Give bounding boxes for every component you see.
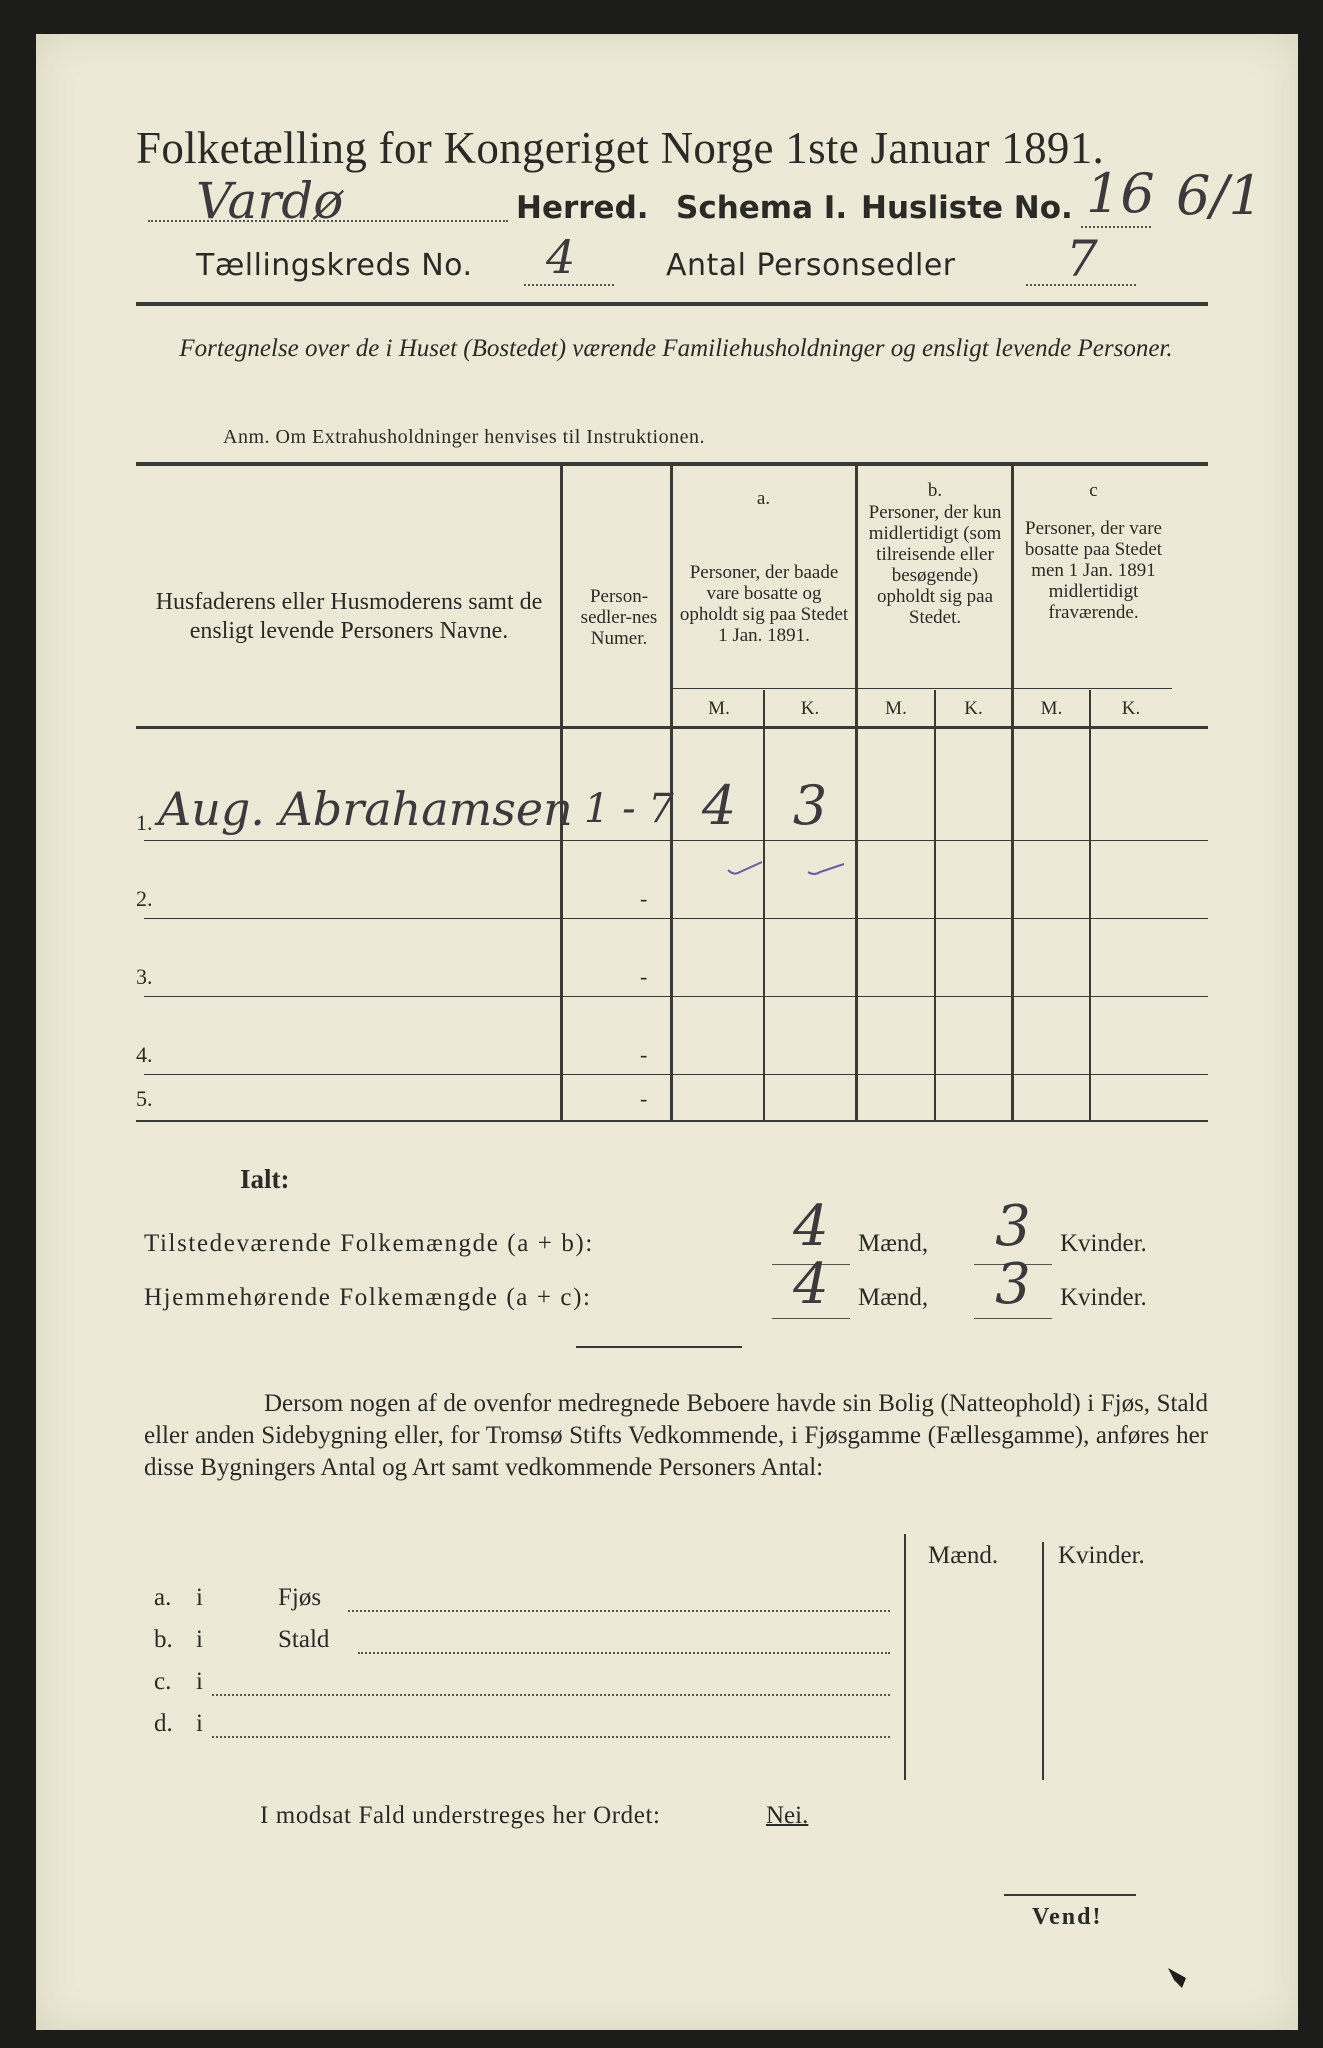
- outbuildings-divider-2: [1042, 1542, 1044, 1780]
- herred-handwritten: Vardø: [196, 172, 344, 230]
- check-mark-a-m: [726, 858, 766, 878]
- form-title: Folketælling for Kongeriget Norge 1ste Januar 1891.: [136, 123, 1105, 173]
- outbuilding-i: i: [196, 1710, 203, 1737]
- outbuilding-letter: c.: [154, 1668, 172, 1695]
- census-form-page: [36, 34, 1298, 2030]
- hjemme-kvinder-label: Kvinder.: [1060, 1284, 1147, 1311]
- row-a-k: 3: [792, 774, 828, 837]
- hjemme-label: Hjemmehørende Folkemængde (a + c):: [144, 1284, 592, 1311]
- hjemme-maend-line: [772, 1318, 850, 1319]
- hjemme-kvinder-line: [974, 1318, 1052, 1319]
- kreds-no-handwritten: 4: [546, 230, 576, 284]
- row-1-rule: [144, 840, 1208, 841]
- row-number: 4.: [136, 1042, 153, 1067]
- herred-label: Herred.: [516, 190, 649, 226]
- row-numer: -: [640, 886, 648, 911]
- row-a-m: 4: [701, 774, 737, 837]
- outbuilding-letter: b.: [154, 1626, 173, 1653]
- tilstede-maend-label: Mænd,: [858, 1230, 929, 1257]
- row-number: 3.: [136, 964, 153, 989]
- row-numer: 1 - 7: [584, 786, 674, 832]
- husliste-dotted-line: [1081, 226, 1151, 228]
- col-divider-a-b: [855, 466, 858, 1121]
- outbuilding-dotted-line: [358, 1652, 890, 1654]
- hjemme-maend-label: Mænd,: [858, 1284, 929, 1311]
- row-numer: -: [640, 1086, 648, 1111]
- row-number: 5.: [136, 1086, 153, 1111]
- outbuilding-label: Fjøs: [278, 1584, 322, 1611]
- col-b-letter: b.: [927, 480, 943, 501]
- hjemme-kvinder-value: 3: [995, 1252, 1031, 1317]
- tilstede-kvinder-value: 3: [995, 1194, 1031, 1259]
- outbuilding-label: Stald: [278, 1626, 330, 1653]
- row-numer: -: [640, 964, 648, 989]
- outbuildings-paragraph: Dersom nogen af de ovenfor medregnede Beboere havde sin Bolig (Natteophold) i Fjøs, Stald eller anden Sidebygning eller, for Tromsø Stifts Vedkommende, i Fjøsgamme (Fællesgamme), anføres her disse Bygningers Antal og Art samt vedkommende Personers Antal:: [144, 1390, 1208, 1481]
- c-k-label: K.: [1121, 698, 1141, 719]
- husliste-no-handwritten: 16: [1086, 162, 1155, 225]
- husliste-extra-handwritten: 6/1: [1176, 164, 1263, 227]
- tilstede-maend-value: 4: [793, 1194, 829, 1259]
- a-k-label: K.: [800, 698, 820, 719]
- col-c-header: Personer, der vare bosatte paa Stedet men 1 Jan. 1891 midlertidigt fraværende.: [1024, 518, 1163, 623]
- row-4-rule: [144, 1074, 1208, 1075]
- ink-spot: [1164, 1964, 1194, 1992]
- col-divider-a-mk: [763, 690, 765, 1121]
- footer-prefix: I modsat Fald understreges her Ordet:: [260, 1802, 661, 1829]
- a-m-label: M.: [708, 698, 730, 719]
- hjemme-maend-value: 4: [793, 1252, 829, 1317]
- outbuilding-dotted-line: [212, 1736, 890, 1738]
- row-2-rule: [144, 918, 1208, 919]
- check-mark-a-k: [806, 858, 846, 878]
- outbuildings-divider-1: [904, 1534, 906, 1780]
- form-subtitle: Fortegnelse over de i Huset (Bostedet) værende Familiehusholdninger og ensligt levende Personer.: [179, 335, 1173, 362]
- vend-label: Vend!: [1032, 1904, 1103, 1930]
- outbuildings-col-maend: Mænd.: [928, 1542, 999, 1569]
- outbuilding-i: i: [196, 1626, 203, 1653]
- antal-label: Antal Personsedler: [666, 248, 956, 283]
- mk-header-rule: [672, 688, 1172, 689]
- outbuilding-i: i: [196, 1584, 203, 1611]
- row-name: Aug. Abrahamsen: [158, 782, 573, 836]
- c-m-label: M.: [1040, 698, 1063, 719]
- antal-handwritten: 7: [1066, 230, 1098, 288]
- husliste-label: Husliste No.: [861, 190, 1073, 226]
- tilstede-kvinder-label: Kvinder.: [1060, 1230, 1147, 1257]
- schema-label: Schema I.: [676, 190, 848, 226]
- col-c-letter: c: [1089, 480, 1098, 501]
- vend-rule: [1004, 1894, 1136, 1896]
- col-a-header: Personer, der baade vare bosatte og opholdt sig paa Stedet 1 Jan. 1891.: [679, 562, 849, 646]
- col-divider-b-c: [1011, 466, 1014, 1121]
- outbuilding-dotted-line: [348, 1610, 890, 1612]
- kreds-dotted-line: [524, 284, 614, 286]
- outbuilding-letter: a.: [154, 1584, 172, 1611]
- tilstede-label: Tilstedeværende Folkemængde (a + b):: [144, 1230, 594, 1257]
- col-divider-b-mk: [934, 690, 936, 1121]
- b-k-label: K.: [964, 698, 983, 719]
- col-b-header: Personer, der kun midlertidigt (som tilreisende eller besøgende) opholdt sig paa Stedet.: [868, 502, 1002, 628]
- col-numer-header: Person-sedler-nes Numer.: [580, 586, 658, 649]
- footer-word-nei: Nei.: [766, 1802, 809, 1829]
- col-divider-c-mk: [1089, 690, 1091, 1121]
- form-note: Anm. Om Extrahusholdninger henvises til Instruktionen.: [223, 426, 705, 448]
- row-number: 2.: [136, 886, 153, 911]
- outbuilding-dotted-line: [212, 1694, 890, 1696]
- outbuilding-letter: d.: [154, 1710, 173, 1737]
- row-3-rule: [144, 996, 1208, 997]
- row-numer: -: [640, 1042, 648, 1067]
- section-divider: [576, 1346, 742, 1348]
- outbuilding-i: i: [196, 1668, 203, 1695]
- row-number: 1.: [136, 810, 153, 835]
- b-m-label: M.: [885, 698, 907, 719]
- col-name-header: Husfaderens eller Husmoderens samt de ensligt levende Personers Navne.: [155, 589, 543, 644]
- outbuildings-col-kvinder: Kvinder.: [1058, 1542, 1145, 1569]
- kreds-label: Tællingskreds No.: [196, 248, 473, 283]
- header-rule-thick: [136, 302, 1208, 306]
- col-a-letter: a.: [756, 488, 771, 509]
- ialt-label: Ialt:: [240, 1164, 290, 1194]
